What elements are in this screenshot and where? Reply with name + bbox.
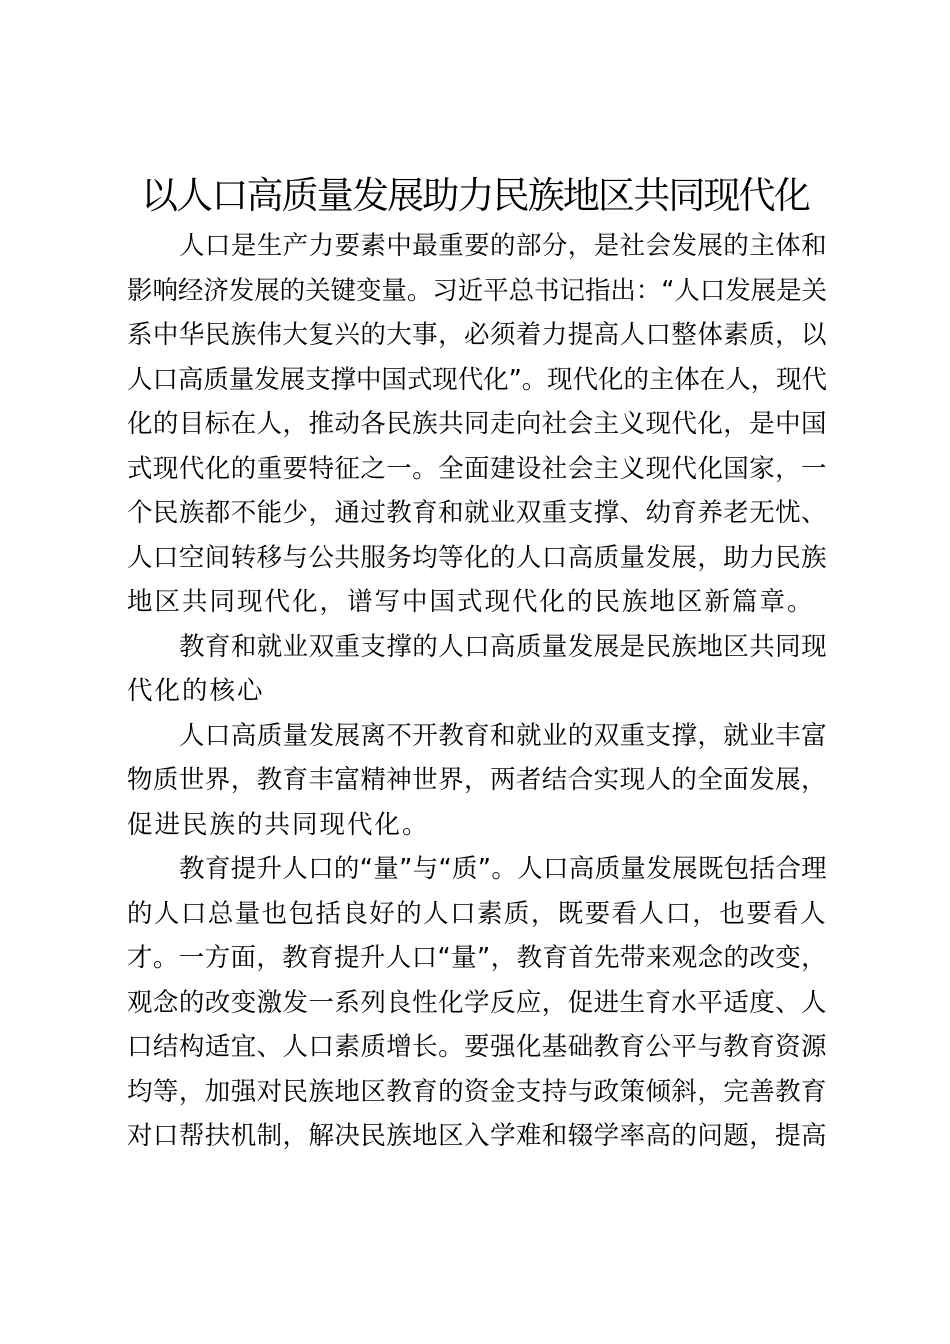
text-line: 促进民族的共同现代化。 bbox=[127, 809, 430, 840]
text-line: 代化的核心 bbox=[127, 676, 265, 706]
text-line: 影响经济发展的关键变量。习近平总书记指出：“人口发展是关 bbox=[127, 275, 827, 306]
text-line: 化的目标在人，推动各民族共同走向社会主义现代化，是中国 bbox=[127, 409, 827, 439]
text-line: 才。一方面，教育提升人口“量”，教育首先带来观念的改变， bbox=[127, 943, 827, 973]
text-line: 人口空间转移与公共服务均等化的人口高质量发展，助力民族 bbox=[127, 542, 827, 573]
text-line: 系中华民族伟大复兴的大事，必须着力提高人口整体素质，以 bbox=[127, 320, 827, 350]
text-line: 观念的改变激发一系列良性化学反应，促进生育水平适度、人 bbox=[127, 987, 827, 1018]
text-line: 地区共同现代化，谱写中国式现代化的民族地区新篇章。 bbox=[127, 587, 815, 617]
text-line: 的人口总量也包括良好的人口素质，既要看人口，也要看人 bbox=[127, 898, 827, 929]
text-line: 人口高质量发展支撑中国式现代化”。现代化的主体在人，现代 bbox=[127, 364, 827, 395]
text-line: 教育提升人口的“量”与“质”。人口高质量发展既包括合理 bbox=[179, 854, 827, 884]
text-line: 口结构适宜、人口素质增长。要强化基础教育公平与教育资源 bbox=[127, 1032, 827, 1062]
document-body bbox=[127, 224, 827, 1159]
text-line: 式现代化的重要特征之一。全面建设社会主义现代化国家，一 bbox=[127, 453, 827, 484]
text-line: 教育和就业双重支撑的人口高质量发展是民族地区共同现 bbox=[179, 631, 827, 662]
text-line: 均等，加强对民族地区教育的资金支持与政策倾斜，完善教育 bbox=[127, 1076, 827, 1107]
text-line: 人口是生产力要素中最重要的部分，是社会发展的主体和 bbox=[179, 231, 827, 261]
document-title: 以人口高质量发展助力民族地区共同现代化 bbox=[141, 174, 809, 217]
text-line: 对口帮扶机制，解决民族地区入学难和辍学率高的问题，提高 bbox=[127, 1121, 827, 1151]
text-line: 个民族都不能少，通过教育和就业双重支撑、幼育养老无忧、 bbox=[127, 498, 827, 528]
text-line: 物质世界，教育丰富精神世界，两者结合实现人的全面发展， bbox=[127, 765, 827, 795]
text-line: 人口高质量发展离不开教育和就业的双重支撑，就业丰富 bbox=[179, 720, 827, 751]
